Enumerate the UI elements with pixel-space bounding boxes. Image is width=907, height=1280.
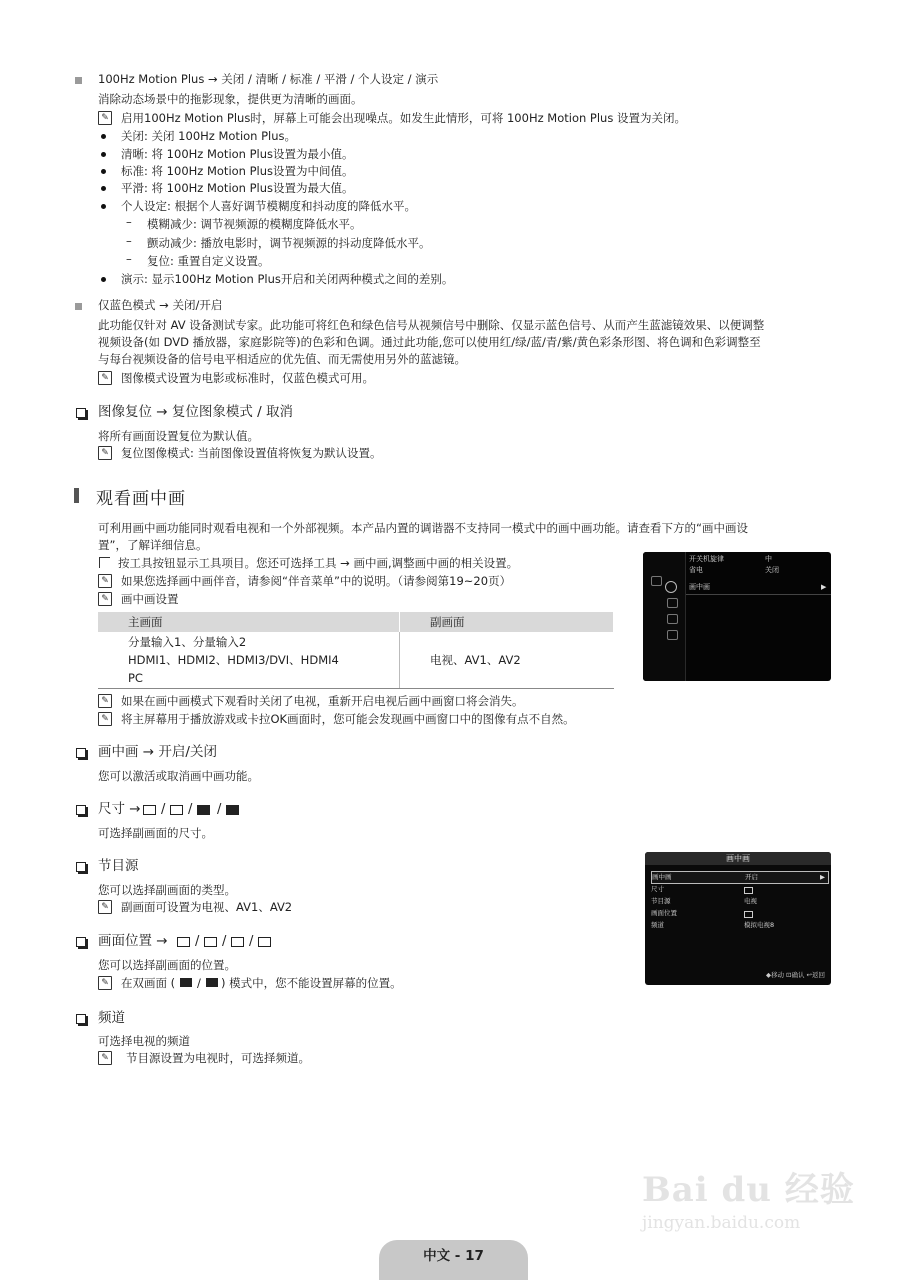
pip-intro-line: 可利用画中画功能同时观看电视和一个外部视频。本产品内置的调谐器不支持同一模式中的画中画功能。请查看下方的“画中画设 [98, 521, 748, 535]
pip-menu-footer: ◆移动 ⊡确认 ↩返回 [765, 971, 825, 979]
watermark-brand: Bai du 经验 [642, 1170, 855, 1210]
checkbox-bullet [76, 937, 86, 947]
size-large-icon [170, 805, 183, 815]
note-icon: ✎ [98, 111, 112, 125]
table-header-sub: 副画面 [400, 612, 614, 632]
position-sep: / [249, 934, 254, 949]
menu-row-value: 关闭 [765, 566, 779, 574]
dash: – [126, 252, 132, 266]
blue-line: 视频设备(如 DVD 播放器，家庭影院等)的色彩和色调。通过此功能,您可以使用红/绿/蓝/青/紫/黄色彩条形图、将色调和色彩调整至 [98, 335, 761, 349]
position-top-left-icon [231, 937, 244, 947]
pip-menu-screenshot [645, 852, 831, 985]
pip-menu-row [651, 884, 827, 895]
pip-menu-row [651, 871, 829, 884]
table-cell-main [98, 632, 400, 689]
menu-row-label: 画中画 [689, 583, 710, 591]
checkbox-bullet [76, 805, 86, 815]
split-screen-icon [206, 978, 218, 987]
section-bullet-square [75, 77, 82, 84]
note-icon: ✎ [98, 712, 112, 726]
bullet-dot [101, 134, 106, 139]
position-heading: 画面位置 → [98, 933, 168, 949]
motion-bullet: 标准: 将 100Hz Motion Plus设置为中间值。 [121, 164, 354, 178]
note-icon: ✎ [98, 694, 112, 708]
source-desc: 您可以选择副画面的类型。 [98, 883, 236, 897]
position-sep: / [195, 934, 200, 949]
menu-sidebar [643, 552, 686, 681]
note-icon: ✎ [98, 371, 112, 385]
blue-note: 图像模式设置为电影或标准时，仅蓝色模式可用。 [121, 371, 374, 385]
size-small-icon [143, 805, 156, 815]
watermark-logo [642, 1162, 855, 1233]
size-sep: / [161, 802, 166, 817]
table-header-main: 主画面 [98, 612, 400, 632]
pip-intro-line: 置”，了解详细信息。 [98, 538, 208, 552]
pip-sound-note: 如果您选择画中画伴音，请参阅“伴音菜单”中的说明。（请参阅第19~20页） [121, 574, 512, 588]
dash: – [126, 215, 132, 229]
position-icon [744, 911, 753, 918]
pip-settings-label: 画中画设置 [121, 592, 179, 606]
size-split-icon [226, 805, 239, 815]
note-icon: ✎ [98, 1051, 112, 1065]
main-source: PC [128, 671, 143, 685]
menu-row-value: 中 [765, 555, 772, 563]
main-source: 分量输入1、分量输入2 [128, 635, 247, 649]
motion-bullet: 清晰: 将 100Hz Motion Plus设置为最小值。 [121, 147, 354, 161]
sound-icon [667, 598, 678, 608]
menu-row-label: 开关机旋律 [689, 555, 724, 563]
pip-menu-row-label: 画中画 [652, 873, 672, 881]
size-heading: 尺寸 → [98, 801, 141, 817]
chevron-right-icon: ▶ [821, 583, 827, 591]
input-icon [667, 614, 678, 624]
reset-desc: 将所有画面设置复位为默认值。 [98, 429, 259, 443]
note-icon: ✎ [98, 446, 112, 460]
motion-bullet: 个人设定: 根据个人喜好调节模糊度和抖动度的降低水平。 [121, 199, 417, 213]
note-icon: ✎ [98, 976, 112, 990]
size-icon [744, 887, 753, 894]
position-note-sep: / [197, 976, 201, 990]
position-note-b: ) 模式中，您不能设置屏幕的位置。 [221, 976, 402, 990]
pip-menu-row [651, 908, 827, 919]
note-icon: ✎ [98, 592, 112, 606]
bullet-dot [101, 204, 106, 209]
size-dual-icon [197, 805, 210, 815]
motion-note: 启用100Hz Motion Plus时，屏幕上可能会出现噪点。如发生此情形，可将 100Hz Motion Plus 设置为关闭。 [121, 111, 686, 125]
source-heading: 节目源 [98, 858, 139, 874]
position-bottom-left-icon [177, 937, 190, 947]
motion-sub: 颤动减少: 播放电影时，调节视频源的抖动度降低水平。 [147, 236, 431, 250]
checkbox-bullet [76, 1014, 86, 1024]
channel-heading: 频道 [98, 1010, 125, 1026]
pip-menu-row-label: 尺寸 [651, 885, 664, 893]
bullet-dot [101, 169, 106, 174]
pip-menu-row [651, 920, 827, 931]
reset-note: 复位图像模式: 当前图像设置值将恢复为默认设置。 [121, 446, 382, 460]
pip-menu-row-value: 模拟电视8 [744, 921, 775, 929]
motion-heading: 100Hz Motion Plus → 关闭 / 清晰 / 标准 / 平滑 / 个人设定 / 演示 [98, 72, 439, 86]
tv-menu-screenshot [643, 552, 831, 681]
motion-bullet: 平滑: 将 100Hz Motion Plus设置为最大值。 [121, 181, 354, 195]
picture-icon [651, 576, 662, 586]
channel-note: 节目源设置为电视时，可选择频道。 [126, 1051, 310, 1065]
pip-menu-row-label: 节目源 [651, 897, 671, 905]
motion-demo: 演示: 显示100Hz Motion Plus开启和关闭两种模式之间的差别。 [121, 272, 454, 286]
pip-menu-row-label: 画面位置 [651, 909, 677, 917]
pip-menu-row-value: 电视 [744, 897, 757, 905]
motion-sub: 复位: 重置自定义设置。 [147, 254, 270, 268]
position-bottom-right-icon [258, 937, 271, 947]
size-desc: 可选择副画面的尺寸。 [98, 826, 213, 840]
onoff-desc: 您可以激活或取消画中画功能。 [98, 769, 259, 783]
pip-section-title: 观看画中画 [96, 489, 186, 509]
note-icon: ✎ [98, 900, 112, 914]
gear-icon [665, 581, 677, 593]
position-note-a: 在双画面 ( [121, 976, 176, 990]
pip-menu-row-value: 开启 [745, 873, 758, 881]
checkbox-bullet [76, 408, 86, 418]
section-marker [74, 488, 79, 503]
channel-desc: 可选择电视的频道 [98, 1034, 190, 1048]
pip-menu-row [651, 896, 827, 907]
motion-bullet: 关闭: 关闭 100Hz Motion Plus。 [121, 129, 297, 143]
bullet-dot [101, 152, 106, 157]
chevron-right-icon: ▶ [820, 873, 825, 881]
reset-heading: 图像复位 → 复位图象模式 / 取消 [98, 404, 294, 420]
tools-icon [99, 557, 110, 568]
position-desc: 您可以选择副画面的位置。 [98, 958, 236, 972]
pip-settings-table [98, 612, 614, 689]
support-icon [667, 630, 678, 640]
checkbox-bullet [76, 862, 86, 872]
source-note: 副画面可设置为电视、AV1、AV2 [121, 900, 293, 914]
onoff-heading: 画中画 → 开启/关闭 [98, 744, 217, 760]
main-source: HDMI1、HDMI2、HDMI3/DVI、HDMI4 [128, 653, 339, 667]
pip-tools: 按工具按钮显示工具项目。您还可选择工具 → 画中画,调整画中画的相关设置。 [118, 556, 519, 570]
dash: – [126, 234, 132, 248]
bullet-dot [101, 277, 106, 282]
pip-menu-title: 画中画 [645, 852, 831, 865]
pip-off-note: 如果在画中画模式下观看时关闭了电视，重新开启电视后画中画窗口将会消失。 [121, 694, 524, 708]
bullet-dot [101, 186, 106, 191]
pip-menu-row-label: 频道 [651, 921, 664, 929]
position-top-right-icon [204, 937, 217, 947]
motion-desc: 消除动态场景中的拖影现象，提供更为清晰的画面。 [98, 92, 363, 106]
motion-sub: 模糊减少: 调节视频源的模糊度降低水平。 [147, 217, 362, 231]
menu-row-label: 省电 [689, 566, 703, 574]
size-sep: / [188, 802, 193, 817]
blue-line: 与每台视频设备的信号电平相适应的优先值、而无需使用另外的蓝滤镜。 [98, 352, 466, 366]
position-sep: / [222, 934, 227, 949]
size-sep: / [217, 802, 222, 817]
blue-heading: 仅蓝色模式 → 关闭/开启 [98, 298, 223, 312]
watermark-url: jingyan.baidu.com [642, 1213, 801, 1233]
dual-screen-icon [180, 978, 192, 987]
blue-line: 此功能仅针对 AV 设备测试专家。此功能可将红色和绿色信号从视频信号中删除、仅显示蓝色信号、从而产生蓝滤镜效果、以便调整 [98, 318, 765, 332]
table-cell-sub: 电视、AV1、AV2 [400, 632, 614, 689]
checkbox-bullet [76, 748, 86, 758]
page-number-tab: 中文 - 17 [379, 1240, 528, 1280]
note-icon: ✎ [98, 574, 112, 588]
section-bullet-square [75, 303, 82, 310]
pip-game-note: 将主屏幕用于播放游戏或卡拉OK画面时，您可能会发现画中画窗口中的图像有点不自然。 [121, 712, 575, 726]
